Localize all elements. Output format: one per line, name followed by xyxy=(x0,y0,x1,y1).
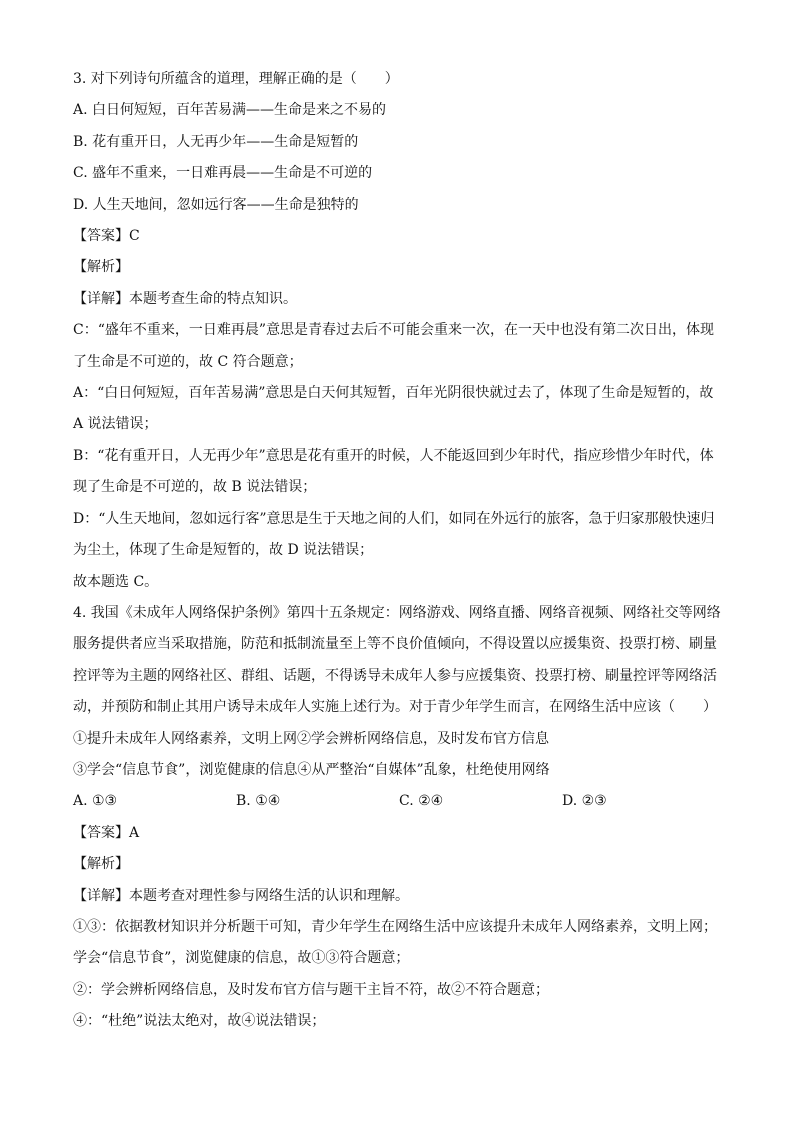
question-3-detail-line: 为尘土，体现了生命是短暂的，故 D 说法错误； xyxy=(73,542,374,559)
question-4-stem-line: 动，并预防和制止其用户诱导未成年人实施上述行为。对于青少年学生而言，在网络生活中应该（ ） xyxy=(73,699,717,716)
question-3 xyxy=(73,64,732,598)
question-3-detail-line: 故本题选 C。 xyxy=(73,573,159,590)
question-4-stem-line: 控评等为主题的网络社区、群组、话题，不得诱导未成年人参与应援集资、投票打榜、刷量控评等网络活 xyxy=(73,667,717,684)
question-3-answer: 【答案】C xyxy=(73,228,140,245)
question-4-option-a: A. ①③ xyxy=(73,793,118,810)
question-4-detail-line: 学会“信息节食”，浏览健康的信息，故①③符合题意； xyxy=(73,950,410,967)
question-3-detail-line: A 说法错误； xyxy=(73,416,158,433)
question-4-detail-line: ①③：依据教材知识并分析题干可知，青少年学生在网络生活中应该提升未成年人网络素养，文明上网； xyxy=(73,918,717,935)
question-4-stem-line: 服务提供者应当采取措施，防范和抵制流量至上等不良价值倾向，不得设置以应援集资、投票打榜、刷量 xyxy=(73,636,717,653)
question-4-statement-line: ③学会“信息节食”，浏览健康的信息④从严整治“自媒体”乱象，杜绝使用网络 xyxy=(73,761,550,778)
question-3-stem: 3. 对下列诗句所蕴含的道理，理解正确的是（ ） xyxy=(73,71,399,87)
question-4-options xyxy=(73,786,732,817)
question-3-detail-line: B：“花有重开日，人无再少年”意思是花有重开的时候，人不能返回到少年时代，指应珍惜少年时代，体 xyxy=(73,447,714,464)
question-3-detail-line: A：“白日何短短，百年苦易满”意思是白天何其短暂，百年光阴很快就过去了，体现了生命是短暂的，故 xyxy=(73,385,714,402)
question-3-option-c: C. 盛年不重来，一日难再晨——生命是不可逆的 xyxy=(73,165,373,182)
question-4-answer: 【答案】A xyxy=(73,824,140,841)
question-3-option-b: B. 花有重开日，人无再少年——生命是短暂的 xyxy=(73,133,359,150)
question-3-option-d: D. 人生天地间，忽如远行客——生命是独特的 xyxy=(73,196,359,213)
question-3-detail-line: 了生命是不可逆的，故 C 符合题意； xyxy=(73,353,303,370)
question-4-option-c: C. ②④ xyxy=(399,793,444,810)
question-3-detail-line: 现了生命是不可逆的，故 B 说法错误； xyxy=(73,479,317,496)
question-4-stem-line: 4. 我国《未成年人网络保护条例》第四十五条规定：网络游戏、网络直播、网络音视频、网络社交等网络 xyxy=(73,604,721,621)
question-4-option-d: D. ②③ xyxy=(562,793,607,810)
question-3-option-a: A. 白日何短短，百年苦易满——生命是来之不易的 xyxy=(73,102,387,119)
question-3-detail-line: C：“盛年不重来，一日难再晨”意思是青春过去后不可能会重来一次，在一天中也没有第二次日出，体现 xyxy=(73,322,715,339)
question-4-analysis-label: 【解析】 xyxy=(73,856,129,873)
question-3-detail-line: D：“人生天地间，忽如远行客”意思是生于天地之间的人们，如同在外远行的旅客，急于归家那般快速归 xyxy=(73,510,715,527)
question-4-detail-line: ②：学会辨析网络信息，及时发布官方信与题干主旨不符，故②不符合题意； xyxy=(73,981,549,998)
question-4-detail-line: 【详解】本题考查对理性参与网络生活的认识和理解。 xyxy=(73,887,409,904)
question-4 xyxy=(73,598,732,1038)
question-4-option-b: B. ①④ xyxy=(236,793,281,810)
question-4-detail-line: ④：“杜绝”说法太绝对，故④说法错误； xyxy=(73,1013,326,1030)
question-3-analysis-label: 【解析】 xyxy=(73,259,129,276)
question-4-statement-line: ①提升未成年人网络素养，文明上网②学会辨析网络信息，及时发布官方信息 xyxy=(73,730,549,747)
question-3-detail-line: 【详解】本题考查生命的特点知识。 xyxy=(73,290,297,307)
